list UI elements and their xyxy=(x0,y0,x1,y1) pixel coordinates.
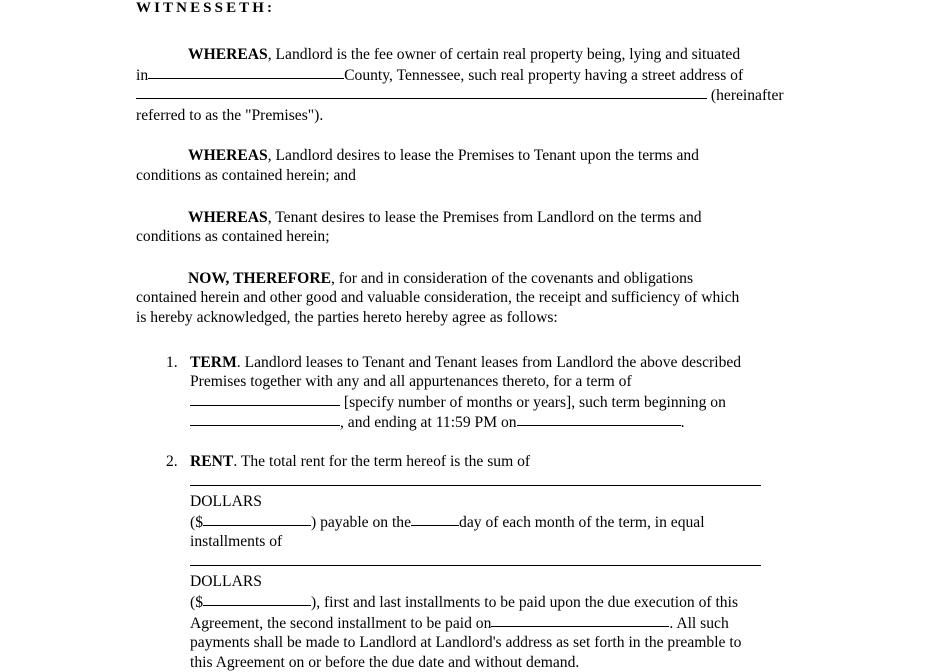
clause-term-line-5: . xyxy=(680,414,685,432)
recital-text-4-b: contained herein and other good and valuable consideration, the receipt and sufficiency of which xyxy=(136,289,740,307)
recital-line-1-c xyxy=(136,85,792,106)
clause-rent-line-6-row xyxy=(190,532,792,552)
blank-term-begin-date-field[interactable] xyxy=(190,412,340,426)
blank-installment-amount-field[interactable] xyxy=(203,592,311,606)
clause-rent-line-4: ) payable on the xyxy=(311,513,412,531)
blank-total-rent-words-field[interactable] xyxy=(190,472,761,486)
clause-list xyxy=(136,353,792,672)
blank-street-address-field[interactable] xyxy=(136,85,707,99)
clause-rent-line-2: DOLLARS xyxy=(190,493,262,511)
recital-line-2-b xyxy=(136,166,792,186)
recital-text-3-b: conditions as contained herein; xyxy=(136,228,330,246)
clause-rent-line-1: . The total rent for the term hereof is the sum of xyxy=(233,452,531,470)
clause-term-line-2: Premises together with any and all appurtenances thereto, for a term of xyxy=(190,373,632,391)
recital-lead-3: WHEREAS xyxy=(188,208,268,226)
recital-lead-1: WHEREAS xyxy=(188,46,268,63)
clause-rent-line-11: . All such xyxy=(669,614,729,632)
clause-term-line-3: [specify number of months or years], such term beginning on xyxy=(343,393,726,411)
clause-rent-line-2-row xyxy=(190,472,792,512)
clause-title-term: TERM xyxy=(190,353,237,371)
recital-line-1-b xyxy=(136,65,792,86)
recital-paragraph-1 xyxy=(136,45,792,65)
recital-line-3-b xyxy=(136,227,792,247)
clause-rent-line-10-row xyxy=(190,613,792,634)
clause-item-rent xyxy=(136,452,792,672)
clause-title-rent: RENT xyxy=(190,452,234,470)
clause-number-1: 1. xyxy=(166,353,178,371)
clause-rent-line-7: DOLLARS xyxy=(190,573,262,591)
recital-line-4-b xyxy=(136,288,792,308)
clause-rent-line-6: installments of xyxy=(190,533,283,551)
clause-term-line-2-row xyxy=(190,372,792,392)
blank-total-rent-amount-field[interactable] xyxy=(203,512,311,526)
recital-line-4-c xyxy=(136,308,792,328)
clause-rent-line-10: Agreement, the second installment to be paid on xyxy=(190,614,492,632)
clause-rent-line-13: this Agreement on or before the due date and without demand. xyxy=(190,653,580,671)
recital-text-1-d: (hereinafter xyxy=(710,87,784,105)
clause-rent-line-9: ), first and last installments to be paid upon the due execution of this xyxy=(311,594,739,612)
clause-number-2: 2. xyxy=(166,452,178,470)
clause-rent-line-5: day of each month of the term, in equal xyxy=(459,513,705,531)
clause-rent-line-12: payments shall be made to Landlord at Landlord's address as set forth in the preamble to xyxy=(190,634,742,652)
clause-term-line-1: . Landlord leases to Tenant and Tenant leases from Landlord the above described xyxy=(236,353,742,371)
clause-rent-line-12-row xyxy=(190,633,792,653)
page-title: WITNESSETH: xyxy=(136,0,276,16)
clause-rent-line-3-row xyxy=(190,512,792,533)
blank-county-field[interactable] xyxy=(148,65,344,79)
clause-term-line-3-row xyxy=(190,392,792,413)
recital-paragraph-2 xyxy=(136,146,792,166)
recital-text-1-a: , Landlord is the fee owner of certain real property being, lying and situated xyxy=(267,46,741,63)
blank-term-length-field[interactable] xyxy=(190,392,340,406)
recital-lead-4: NOW, THEREFORE xyxy=(188,269,331,287)
clause-rent-line-3: ($ xyxy=(190,513,203,531)
recital-text-3-a: , Tenant desires to lease the Premises from Landlord on the terms and xyxy=(267,208,702,226)
recital-text-2-b: conditions as contained herein; and xyxy=(136,166,356,184)
blank-payment-day-field[interactable] xyxy=(411,512,459,526)
document-body xyxy=(136,0,792,672)
recital-text-2-a: , Landlord desires to lease the Premises to Tenant upon the terms and xyxy=(267,147,699,165)
blank-installment-words-field[interactable] xyxy=(190,552,761,566)
recital-paragraph-4 xyxy=(136,269,792,289)
recital-paragraph-3 xyxy=(136,208,792,228)
clause-rent-line-8: ($ xyxy=(190,594,203,612)
blank-term-end-date-field[interactable] xyxy=(517,412,681,426)
clause-rent-line-8-row xyxy=(190,592,792,613)
clause-term-line-4: , and ending at 11:59 PM on xyxy=(340,414,517,432)
clause-item-term xyxy=(136,353,792,433)
recital-line-1-d xyxy=(136,106,792,126)
recital-lead-2: WHEREAS xyxy=(188,147,268,165)
recital-text-1-c: County, Tennessee, such real property having a street address of xyxy=(344,66,744,84)
recital-text-1-b: in xyxy=(136,66,149,84)
recital-text-1-e: referred to as the "Premises"). xyxy=(136,106,324,124)
recital-text-4-c: is hereby acknowledged, the parties hereto hereby agree as follows: xyxy=(136,308,558,326)
clause-rent-line-13-row xyxy=(190,653,792,672)
recital-text-4-a: , for and in consideration of the covenants and obligations xyxy=(330,269,694,287)
clause-rent-line-7-row xyxy=(190,552,792,592)
clause-term-line-4-row xyxy=(190,412,792,433)
